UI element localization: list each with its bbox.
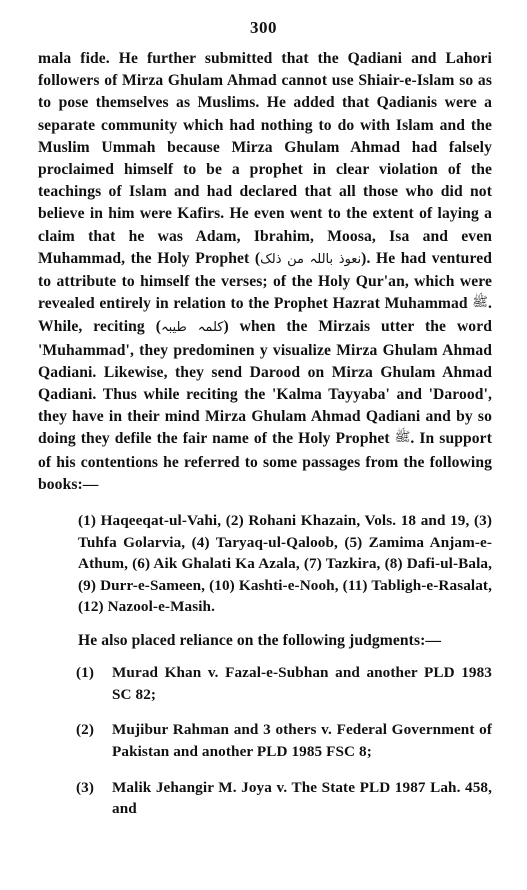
judgment-number: (3) bbox=[76, 778, 95, 796]
book-item: (3) Tuhfa Golarvia, bbox=[78, 512, 492, 551]
book-item: (2) Rohani Khazain, Vols. 18 and 19, bbox=[225, 512, 470, 530]
book-item: (10) Kashti-e-Nooh, bbox=[209, 576, 339, 594]
judgment-citation: Murad Khan v. Fazal-e-Subhan and another PLD 1983 SC 82; bbox=[112, 664, 492, 703]
main-paragraph bbox=[38, 48, 492, 496]
paragraph-text-3: . While, reciting ( bbox=[38, 295, 492, 336]
judgment-citation: Malik Jehangir M. Joya v. The State PLD 1987 Lah. 458, and bbox=[112, 778, 492, 818]
books-list bbox=[78, 510, 492, 618]
arabic-phrase-naudhu-billah: نعوذ باللہ من ذلک bbox=[260, 251, 362, 267]
book-item: (5) Zamima Anjam-e-Athum, bbox=[78, 533, 493, 573]
salutation-glyph: ﷺ bbox=[472, 295, 488, 311]
book-item: (12) Nazool-e-Masih. bbox=[78, 598, 215, 616]
judgments-list bbox=[38, 662, 492, 820]
paragraph-text-1: mala fide. He further submitted that the Qadiani and Lahori followers of Mirza Ghulam Ahmad cannot use Shiair-e-Islam so as to pose themselves as Muslims. He added that Qadianis were a separate community which had nothing to do with Islam and the Muslim Ummah because Mirza Ghulam Ahmad had falsely proclaimed himself to be a prophet in clear violation of the teachings of Islam and had declared that all those who did not believe in him were Kafirs. He even went to the extent of laying a claim that he was Adam, Ibrahim, Moosa, Isa and even Muhammad, the Holy Prophet ( bbox=[38, 50, 492, 267]
judgment-number: (1) bbox=[76, 664, 95, 682]
salutation-glyph: ﷺ bbox=[394, 430, 411, 446]
judgment-item bbox=[38, 777, 492, 820]
book-item: (8) Dafi-ul-Bala, bbox=[384, 555, 492, 573]
paragraph-text-4: ) when the Mirzais utter the word 'Muhammad', they predominen y visualize Mirza Ghulam Ahmad Qadiani. Likewise, they send Darood on Mirza Ghulam Ahmad Qadiani. Thus while reciting the 'Kalma Tayyaba' and 'Darood', they have in their mind Mirza Ghulam Ahmad Qadiani and by so doing they defile the fair name of the Holy Prophet bbox=[38, 318, 492, 448]
book-item: (9) Durr-e-Sameen, bbox=[78, 576, 206, 594]
paragraph-text-2: ). He had ventured to attribute to himself the verses; of the Holy Qur'an, which were revealed entirely in relation to the Prophet Hazrat Muhammad bbox=[38, 249, 492, 313]
paragraph-text-5: . In support of his contentions he referred to some passages from the following books:— bbox=[38, 430, 492, 493]
judgment-item bbox=[38, 662, 492, 705]
arabic-phrase-kalma-tayyaba: کلمہ طیبہ bbox=[161, 320, 224, 336]
reliance-heading: He also placed reliance on the following judgments:— bbox=[78, 632, 442, 650]
book-item: (6) Aik Ghalati Ka Azala, bbox=[132, 555, 300, 573]
page-number: 300 bbox=[250, 18, 277, 37]
document-body bbox=[38, 48, 492, 834]
judgment-item bbox=[38, 719, 492, 762]
book-item: (7) Tazkira, bbox=[303, 555, 381, 573]
book-item: (1) Haqeeqat-ul-Vahi, bbox=[78, 512, 222, 530]
judgment-number: (2) bbox=[76, 721, 95, 739]
book-item: (4) Taryaq-ul-Qaloob, bbox=[191, 533, 338, 551]
book-item: (11) Tabligh-e-Rasalat, bbox=[342, 576, 492, 594]
judgment-citation: Mujibur Rahman and 3 others v. Federal Government of Pakistan and another PLD 1985 FSC 8; bbox=[112, 721, 492, 761]
